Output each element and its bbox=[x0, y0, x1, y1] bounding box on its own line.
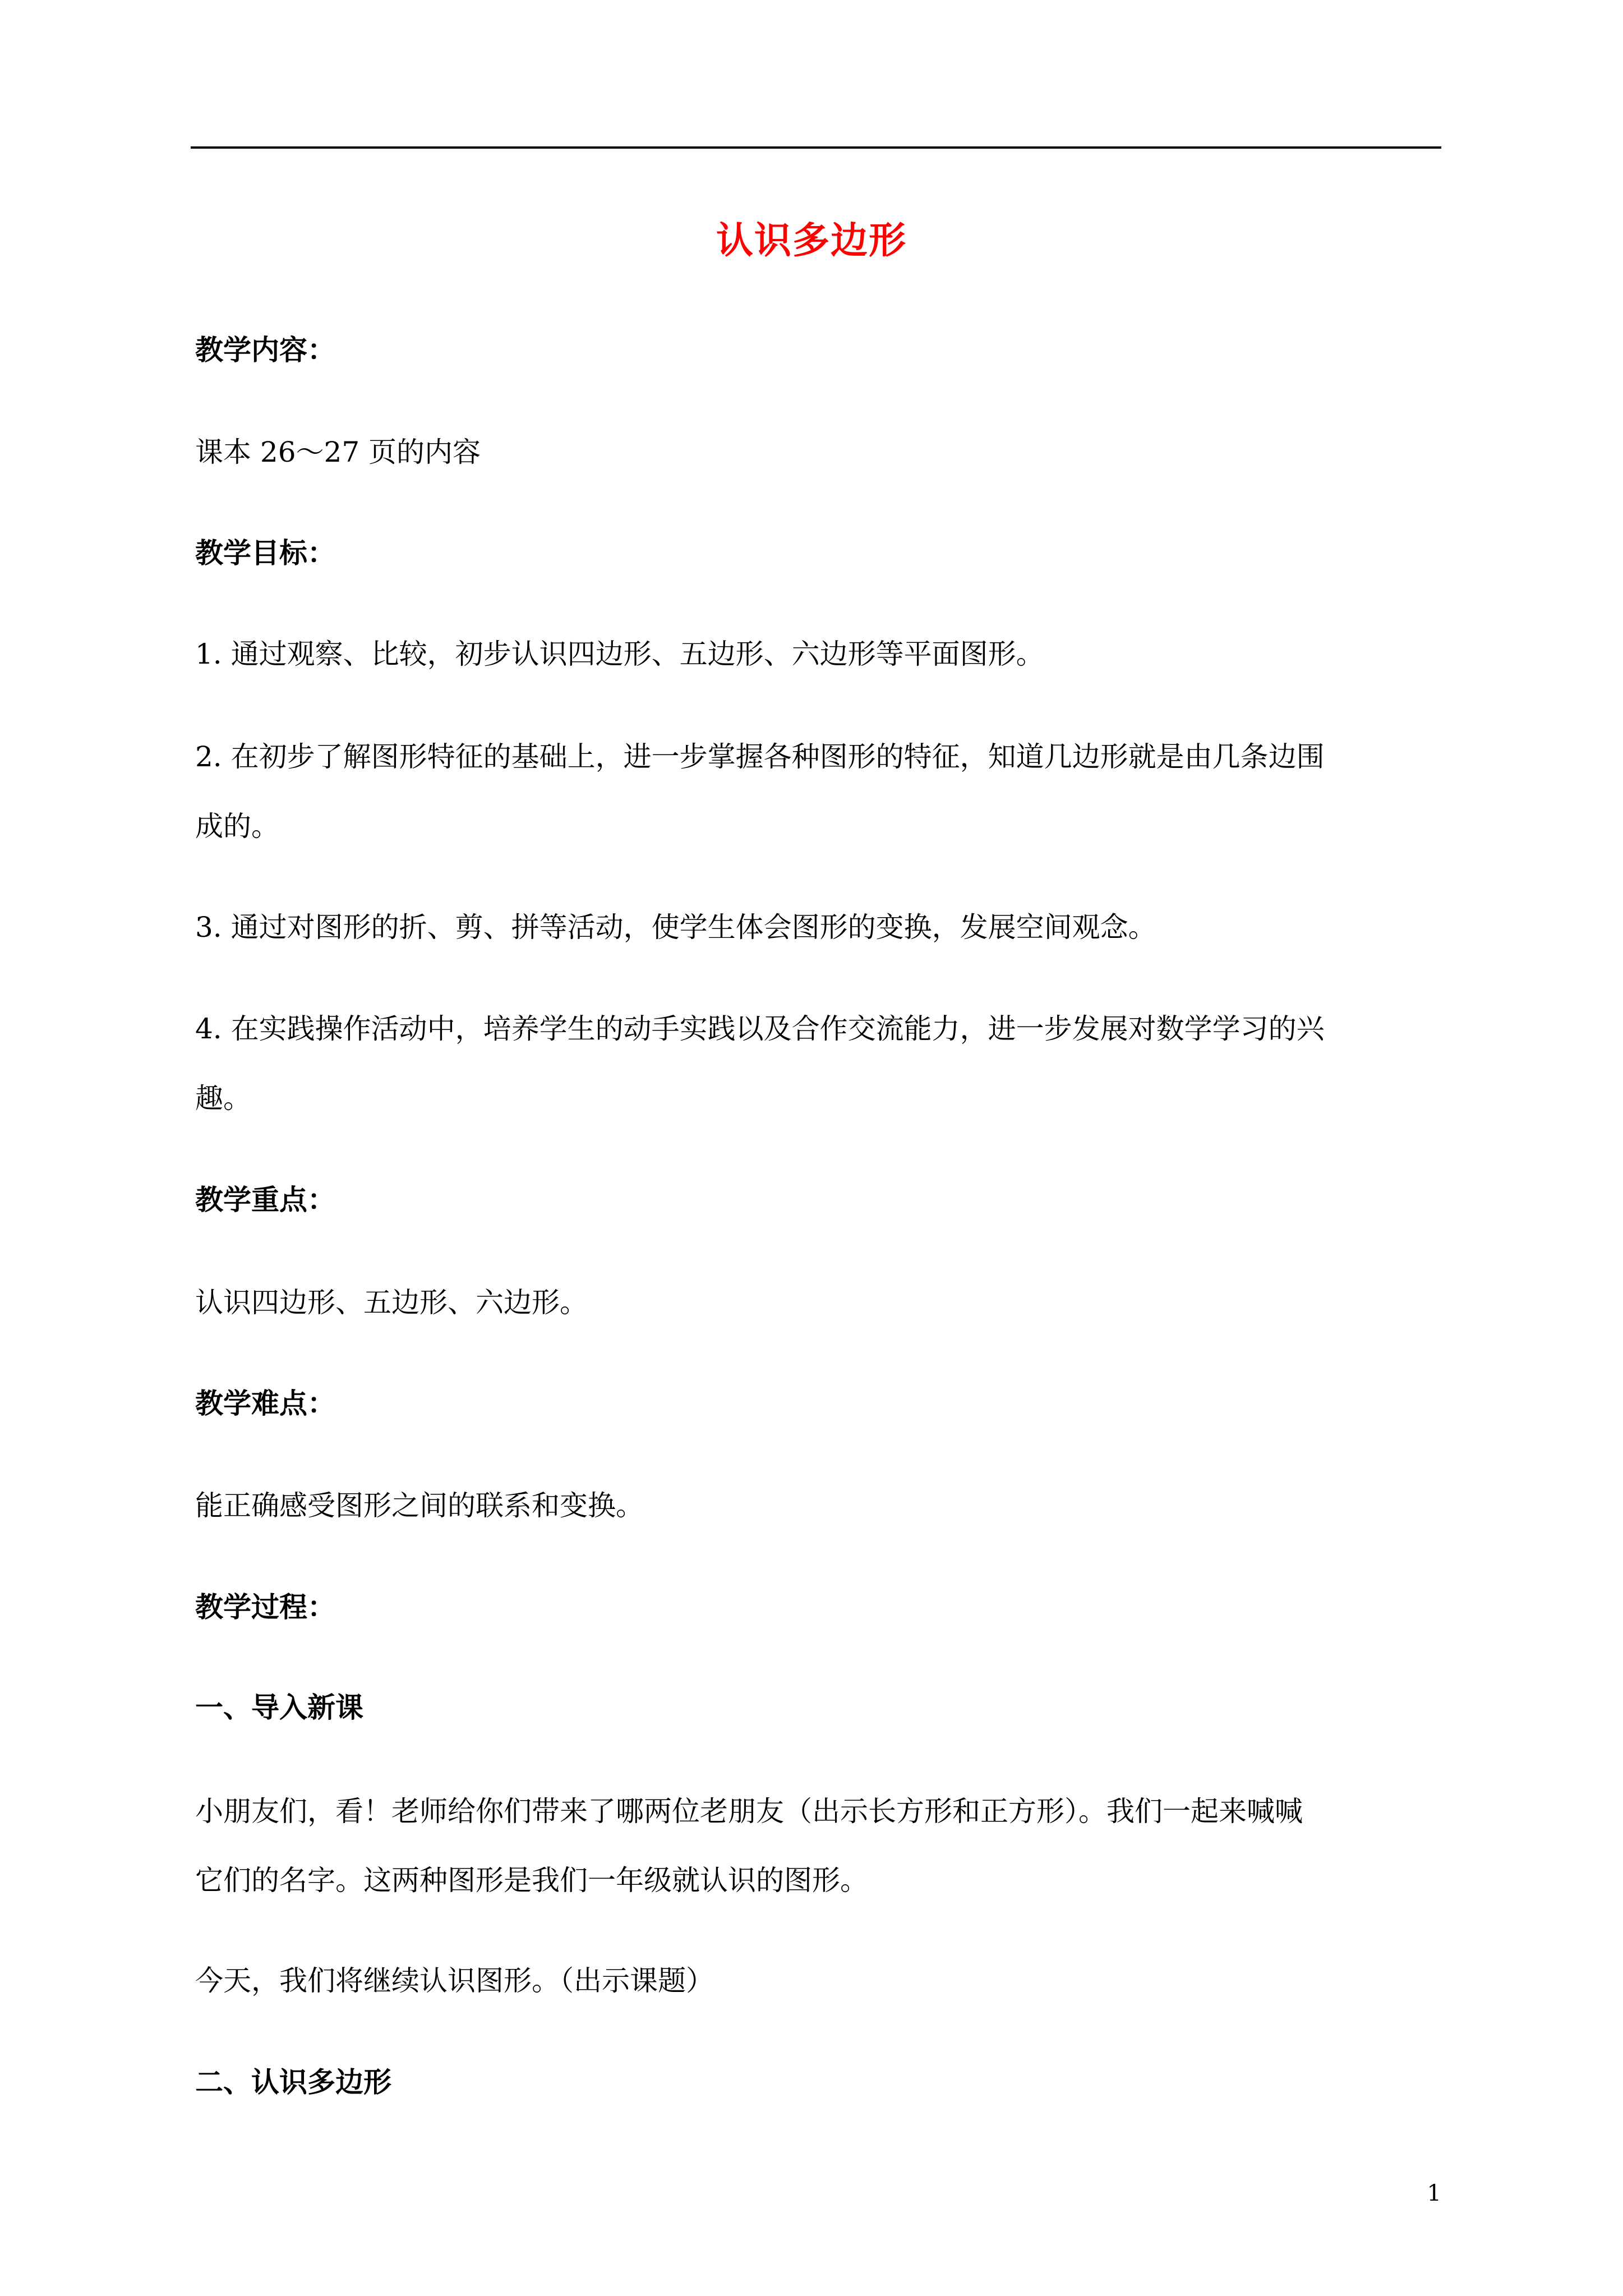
goal-2-line-2: 成的。 bbox=[195, 810, 279, 843]
goal-4-line-2: 趣。 bbox=[195, 1082, 251, 1115]
goal-4-line-1: 4. 在实践操作活动中，培养学生的动手实践以及合作交流能力，进一步发展对数学学习的兴 bbox=[195, 1013, 1325, 1045]
part-2-heading: 二、认识多边形 bbox=[195, 2065, 391, 2099]
document-title: 认识多边形 bbox=[716, 218, 907, 262]
header-rule bbox=[191, 146, 1441, 149]
part-1-paragraph-1-line-1: 小朋友们，看！老师给你们带来了哪两位老朋友（出示长方形和正方形）。我们一起来喊喊 bbox=[195, 1795, 1303, 1828]
goals-heading: 教学目标： bbox=[195, 536, 335, 569]
part-1-paragraph-2: 今天，我们将继续认识图形。（出示课题） bbox=[195, 1964, 714, 1997]
difficulty-text: 能正确感受图形之间的联系和变换。 bbox=[195, 1489, 644, 1522]
goal-1: 1. 通过观察、比较，初步认识四边形、五边形、六边形等平面图形。 bbox=[195, 638, 1044, 670]
part-1-heading: 一、导入新课 bbox=[195, 1691, 363, 1724]
difficulty-heading: 教学难点： bbox=[195, 1387, 335, 1420]
process-heading: 教学过程： bbox=[195, 1590, 335, 1623]
key-heading: 教学重点： bbox=[195, 1183, 335, 1216]
part-1-paragraph-1-line-2: 它们的名字。这两种图形是我们一年级就认识的图形。 bbox=[195, 1864, 868, 1897]
content-heading: 教学内容： bbox=[195, 333, 335, 366]
page-number: 1 bbox=[1427, 2180, 1441, 2206]
goal-3: 3. 通过对图形的折、剪、拼等活动，使学生体会图形的变换，发展空间观念。 bbox=[195, 911, 1156, 944]
key-text: 认识四边形、五边形、六边形。 bbox=[195, 1286, 588, 1319]
content-text: 课本 26～27 页的内容 bbox=[195, 436, 481, 468]
goal-2-line-1: 2. 在初步了解图形特征的基础上，进一步掌握各种图形的特征，知道几边形就是由几条边围 bbox=[195, 740, 1325, 773]
